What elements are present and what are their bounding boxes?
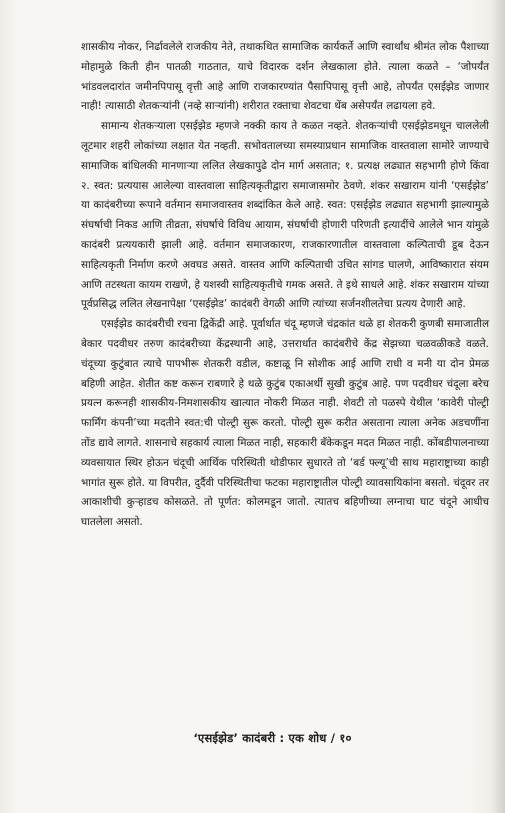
page-footer: ‘एसईझेड’ कादंबरी : एक शोध / १० — [193, 731, 352, 745]
paragraph-2: सामान्य शेतकऱ्याला एसईझेड म्हणजे नक्की काय ते कळत नव्हते. शेतकऱ्यांची एसईझेडमधून चाललेली लूटमार शहरी लोकांच्या लक्षात येत नव्हती. सभोवतालच्या समस्याप्रधान सामाजिक वास्तवाला सामोरे जाण्याचे सामाजिक बांधिलकी मानणाऱ्या ललित लेखकापुढे दोन मार्ग असतात; १. प्रत्यक्ष लढ्यात सहभागी होणे किंवा २. स्वत: प्रत्ययास आलेल्या वास्तवाला साहित्यकृतीद्वारा समाजासमोर ठेवणे. शंकर सखाराम यांनी ‘एसईझेड’ या कादंबरीच्या रूपाने वर्तमान समाजवास्तव शब्दांकित केले आहे. स्वत: एसईझेड लढ्यात सहभागी झाल्यामुळे संघर्षाची निकड आणि तीव्रता, संघर्षाचे विविध आयाम, संघर्षाची होणारी परिणती इत्यादींचे आलेले भान यांमुळे कादंबरी प्रत्ययकारी झाली आहे. वर्तमान समाजकारण, राजकारणातील वास्तवाला कल्पिताची डूब देऊन साहित्यकृती निर्माण करणे अवघड असते. वास्तव आणि कल्पिताची उचित सांगड घालणे, आविष्कारात संयम आणि तटस्थता कायम राखणे, हे यशस्वी साहित्यकृतीचे गमक असते. ते इथे साधले आहे. शंकर सखाराम यांच्या पूर्वप्रसिद्ध ललित लेखनापेक्षा ‘एसईझेड’ कादंबरी वेगळी आणि त्यांच्या सर्जनशीलतेचा प्रत्यय देणारी आहे. — [81, 120, 489, 311]
paragraph-1: शासकीय नोकर, निर्ढावलेले राजकीय नेते, तथाकथित सामाजिक कार्यकर्ते आणि स्वार्थांध श्रीमंत लोक पैशाच्या मोहामुळे किती हीन पातळी गाठतात, याचे विदारक दर्शन लेखकाला होते. त्याला कळते – ‘जोपर्यंत भांडवलदारांत जमीनपिपासू वृत्ती आहे आणि राजकारण्यांत पैसापिपासू वृत्ती आहे, तोपर्यंत एसईझेड जाणार नाही! त्यासाठी शेतकऱ्यांनी (नव्हे साऱ्यांनी) शरीरात रक्ताचा शेवटचा थेंब असेपर्यंत लढायला हवे. — [81, 41, 489, 113]
page-edge-shadow — [491, 0, 505, 813]
body-text — [81, 38, 489, 533]
paragraph-3: एसईझेड कादंबरीची रचना द्विकेंद्री आहे. पूर्वार्धात चंदू म्हणजे चंद्रकांत थळे हा शेतकरी कुणबी समाजातील बेकार पदवीधर तरुण कादंबरीच्या केंद्रस्थानी आहे, उत्तरार्धात कादंबरीचे केंद्र सेझच्या चळवळीकडे वळते. चंदूच्या कुटुंबात त्याचे पापभीरू शेतकरी वडील, कष्टाळू नि सोशीक आई आणि राधी व मनी या दोन प्रेमळ बहिणी आहेत. शेतीत कष्ट करून राबणारे हे थळे कुटुंब एकाअर्थी सुखी कुटुंब आहे. पण पदवीधर चंदूला बरेच प्रयत्न करूनही शासकीय-निमशासकीय खात्यात नोकरी मिळत नाही. शेवटी तो पळस्पे येथील ‘कावेरी पोल्ट्री फार्मिंग कंपनी’च्या मदतीने स्वत:ची पोल्ट्री सुरू करतो. पोल्ट्री सुरू करीत असताना त्याला अनेक अडचणींना तोंड द्यावे लागते. शासनाचे सहकार्य त्याला मिळत नाही, सहकारी बँकेकडून मदत मिळत नाही. कोंबडीपालनाच्या व्यवसायात स्थिर होऊन चंदूची आर्थिक परिस्थिती थोडीफार सुधारते तो ‘बर्ड फ्ल्यू’ची साथ महाराष्ट्राच्या काही भागांत सुरू होते. या विपरीत, दुर्दैवी परिस्थितीचा फटका महाराष्ट्रातील पोल्ट्री व्यावसायिकांना बसतो. चंदूवर तर आकाशीची कुऱ्हाडच कोसळते. तो पूर्णत: कोलमडून जातो. त्यातच बहिणीच्या लग्नाचा घाट चंदूने आधीच घातलेला असतो. — [81, 318, 489, 529]
